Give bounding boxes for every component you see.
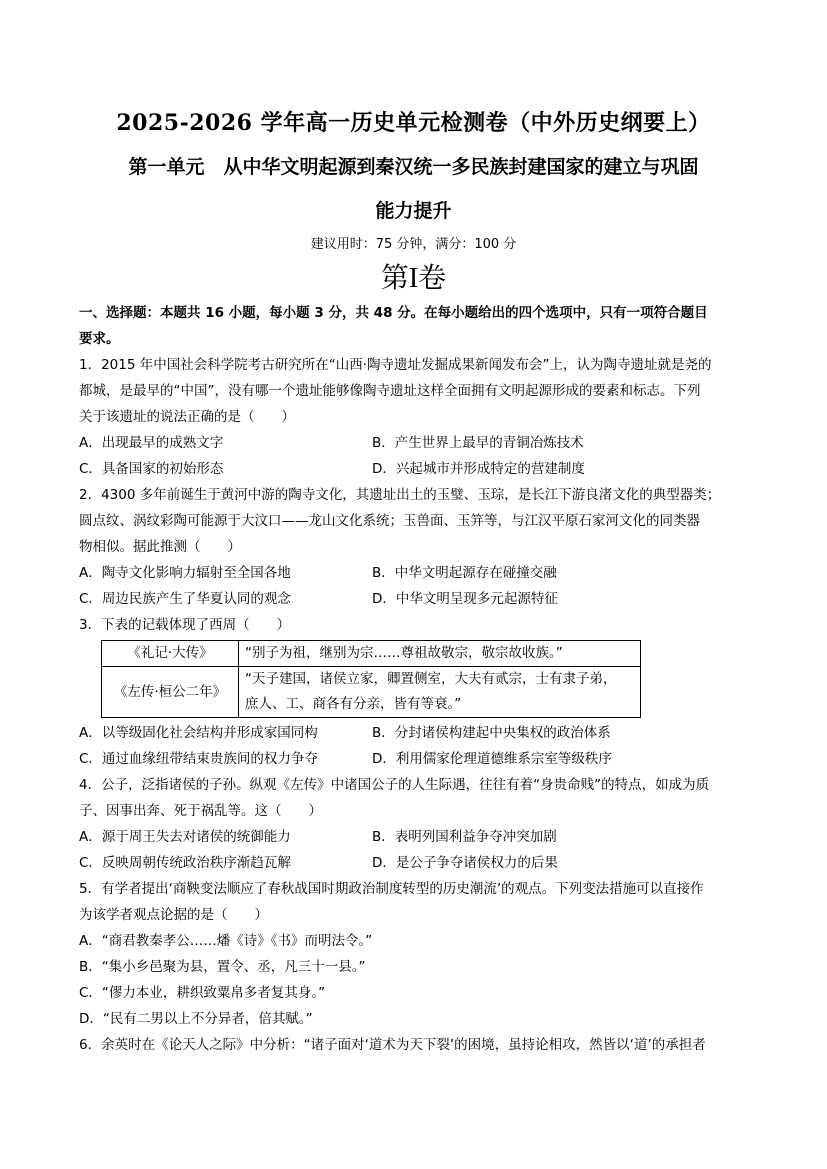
- question-stem: 为该学者观点论据的是（ ）: [79, 907, 268, 923]
- question-4: [79, 772, 749, 876]
- exam-title: 2025-2026 学年高一历史单元检测卷（中外历史纲要上）: [116, 110, 711, 136]
- option-d[interactable]: D．“民有二男以上不分异者，倍其赋。”: [79, 1011, 313, 1027]
- question-stem: 关于该遗址的说法正确的是（ ）: [79, 409, 295, 425]
- options: [79, 430, 749, 482]
- question-5: [79, 876, 749, 1032]
- question-stem: 5．有学者提出‘商鞅变法顺应了春秋战国时期政治制度转型的历史潮流’的观点。下列变法措施可以直接作: [79, 881, 704, 897]
- question-stem: 3．下表的记载体现了西周（ ）: [79, 617, 291, 633]
- table-cell-source: 《礼记·大传》: [102, 641, 239, 667]
- section-instruction-cont: 要求。: [79, 331, 120, 347]
- question-stem: 子、因事出奔、死于祸乱等。这（ ）: [79, 803, 322, 819]
- question-stem: 6．余英时在《论天人之际》中分析：“诸子面对‘道术为天下裂’的困境，虽持论相攻，然皆以‘道’的承担者: [79, 1037, 706, 1053]
- volume-label: 第I卷: [380, 263, 447, 294]
- option-b[interactable]: B．产生世界上最早的青铜冶炼技术: [372, 435, 584, 451]
- question-3: [79, 612, 749, 772]
- section-instruction: 一、选择题：本题共 16 小题，每小题 3 分，共 48 分。在每小题给出的四个选项中，只有一项符合题目: [79, 305, 708, 321]
- option-c[interactable]: C．具备国家的初始形态: [79, 461, 224, 477]
- level-title: 能力提升: [375, 200, 452, 222]
- option-a[interactable]: A．出现最早的成熟文字: [79, 435, 224, 451]
- question-stem: 都城，是最早的“中国”，没有哪一个遗址能够像陶寺遗址这样全面拥有文明起源形成的要素和标志。下列: [79, 383, 701, 399]
- question-1: [79, 352, 749, 482]
- option-c[interactable]: C．反映周朝传统政治秩序渐趋瓦解: [79, 855, 291, 871]
- options: [79, 560, 749, 612]
- unit-title: 第一单元 从中华文明起源到秦汉统一多民族封建国家的建立与巩固: [128, 156, 699, 178]
- time-note: 建议用时：75 分钟，满分：100 分: [310, 237, 517, 252]
- table-cell-quote: [239, 667, 641, 718]
- quote-line: “天子建国，诸侯立家，卿置侧室，大夫有贰宗，士有隶子弟，: [245, 671, 617, 687]
- question-stem: 1．2015 年中国社会科学院考古研究所在“山西·陶寺遗址发掘成果新闻发布会”上，认为陶寺遗址就是尧的: [79, 357, 712, 373]
- option-d[interactable]: D．兴起城市并形成特定的营建制度: [372, 461, 585, 477]
- options: [79, 824, 749, 876]
- table-row: [102, 641, 641, 667]
- source-table: [101, 640, 641, 718]
- quote-line: 庶人、工、商各有分亲，皆有等衰。”: [245, 696, 462, 712]
- option-d[interactable]: D．利用儒家伦理道德维系宗室等级秩序: [372, 751, 612, 767]
- question-2: [79, 482, 749, 612]
- option-b[interactable]: B．分封诸侯构建起中央集权的政治体系: [372, 725, 611, 741]
- table-row: [102, 667, 641, 718]
- table-cell-quote: [239, 641, 641, 667]
- question-stem: 4．公子，泛指诸侯的子孙。纵观《左传》中诸国公子的人生际遇，往往有着“身贵命贱”的特点，如成为质: [79, 777, 710, 793]
- option-c[interactable]: C．“僇力本业，耕织致粟帛多者复其身。”: [79, 985, 326, 1001]
- option-a[interactable]: A．源于周王失去对诸侯的统御能力: [79, 829, 291, 845]
- question-6: [79, 1032, 749, 1058]
- option-b[interactable]: B．表明列国利益争夺冲突加剧: [372, 829, 557, 845]
- option-d[interactable]: D．中华文明呈现多元起源特征: [372, 591, 558, 607]
- question-body: [79, 300, 749, 1058]
- question-stem: 2．4300 多年前诞生于黄河中游的陶寺文化，其遗址出土的玉璧、玉琮，是长江下游良渚文化的典型器类；: [79, 487, 721, 503]
- option-d[interactable]: D．是公子争夺诸侯权力的后果: [372, 855, 558, 871]
- option-b[interactable]: B．中华文明起源存在碰撞交融: [372, 565, 557, 581]
- options: [79, 720, 749, 772]
- option-a[interactable]: A．陶寺文化影响力辐射至全国各地: [79, 565, 291, 581]
- table-cell-source: 《左传·桓公二年》: [102, 667, 239, 718]
- quote-line: “别子为祖，继别为宗……尊祖故敬宗，敬宗故收族。”: [245, 645, 563, 661]
- option-b[interactable]: B．“集小乡邑聚为县，置令、丞，凡三十一县。”: [79, 959, 366, 975]
- question-stem: 物相似。据此推测（ ）: [79, 539, 241, 555]
- option-c[interactable]: C．周边民族产生了华夏认同的观念: [79, 591, 291, 607]
- option-c[interactable]: C．通过血缘纽带结束贵族间的权力争夺: [79, 751, 318, 767]
- option-a[interactable]: A．“商君教秦孝公……燔《诗》《书》而明法令。”: [79, 933, 373, 949]
- option-a[interactable]: A．以等级固化社会结构并形成家国同构: [79, 725, 318, 741]
- question-stem: 圆点纹、涡纹彩陶可能源于大汶口——龙山文化系统；玉兽面、玉笄等，与江汉平原石家河文化的同类器: [79, 513, 700, 529]
